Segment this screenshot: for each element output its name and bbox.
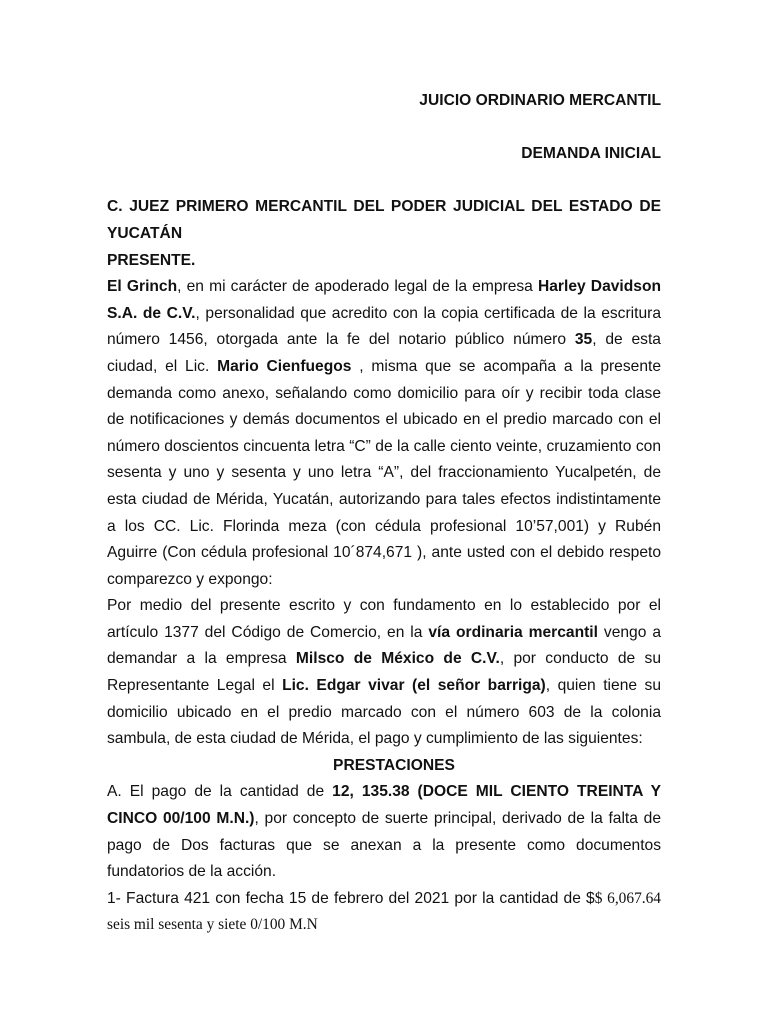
prestacion-a-rest: , por concepto de suerte principal, derivado de la falta de pago de Dos facturas que se anexan a la presente como documentos fundatorios de la acción. — [107, 810, 661, 881]
plaintiff-name: El Grinch — [107, 278, 178, 296]
prestacion-a-prefix: A. El pago de la cantidad de — [107, 783, 333, 801]
intro-text-2: , personalidad que acredito con la copia certificada de la escritura número 1456, otorgada ante la fe del notario público número — [107, 304, 661, 349]
document-type-heading: DEMANDA INICIAL — [521, 145, 661, 163]
prestacion-a-paragraph — [107, 779, 661, 885]
plaintiff-company: Harley Davidson S.A. de C.V. — [107, 278, 661, 322]
intro-text-1: , en mi carácter de apoderado legal de la empresa — [177, 278, 538, 296]
claim-text-1: Por medio del presente escrito y con fundamento en lo establecido por el artículo 1377 del Código de Comercio, en la — [107, 597, 661, 641]
claim-text-3: , por conducto de su Representante Legal el — [107, 650, 661, 695]
spacer — [107, 115, 661, 142]
claim-text-2: vengo a demandar a la empresa — [107, 623, 662, 668]
notary-number: 35 — [574, 331, 593, 349]
addressee-line: C. JUEZ PRIMERO MERCANTIL DEL PODER JUDICIAL DEL ESTADO DE YUCATÁN — [107, 198, 661, 242]
defendant-representative: Lic. Edgar vivar (el señor barriga) — [282, 677, 546, 695]
intro-text-3: , de esta ciudad, el Lic. — [107, 331, 661, 375]
case-type-heading: JUICIO ORDINARIO MERCANTIL — [419, 92, 661, 109]
defendant-company: Milsco de México de C.V. — [295, 650, 500, 668]
claim-text-4: , quien tiene su domicilio ubicado en el predio marcado con el número 603 de la colonia sambula, de esta ciudad de Mérida, el pago y cumplimiento de las siguientes: — [107, 677, 661, 748]
spacer — [107, 168, 661, 195]
invoice-item-1 — [107, 886, 661, 939]
invoice-item-1-amount: $ 6,067.64 seis mil sesenta y siete 0/100 M.N — [107, 889, 662, 934]
intro-paragraph — [107, 274, 661, 593]
prestacion-a-amount: 12, 135.38 (DOCE MIL CIENTO TREINTA Y CINCO 00/100 M.N.) — [107, 783, 661, 828]
presente-line: PRESENTE. — [107, 251, 196, 269]
legal-route: vía ordinaria mercantil — [428, 623, 598, 641]
claim-paragraph — [107, 593, 661, 753]
prestaciones-heading: PRESTACIONES — [333, 756, 455, 774]
intro-text-4: , misma que se acompaña a la presente demanda como anexo, señalando como domicilio para oír y recibir toda clase de notificaciones y demás documentos el ubicado en el predio marcado con el número doscientos cincuenta letra “C” de la calle ciento veinte, cruzamiento con sesenta y uno y sesenta y uno letra “A”, del fraccionamiento Yucalpetén, de esta ciudad de Mérida, Yucatán, autorizando para tales efectos indistintamente a los CC. Lic. Florinda meza (con cédula profesional 10’57,001) y Rubén Aguirre (Con cédula profesional 10´874,671 ), ante usted con el debido respeto comparezco y expongo: — [107, 357, 662, 588]
invoice-item-1-prefix: 1- Factura 421 con fecha 15 de febrero del 2021 por la cantidad de $ — [107, 889, 595, 907]
notary-name: Mario Cienfuegos — [217, 357, 352, 375]
document-body — [107, 88, 661, 939]
